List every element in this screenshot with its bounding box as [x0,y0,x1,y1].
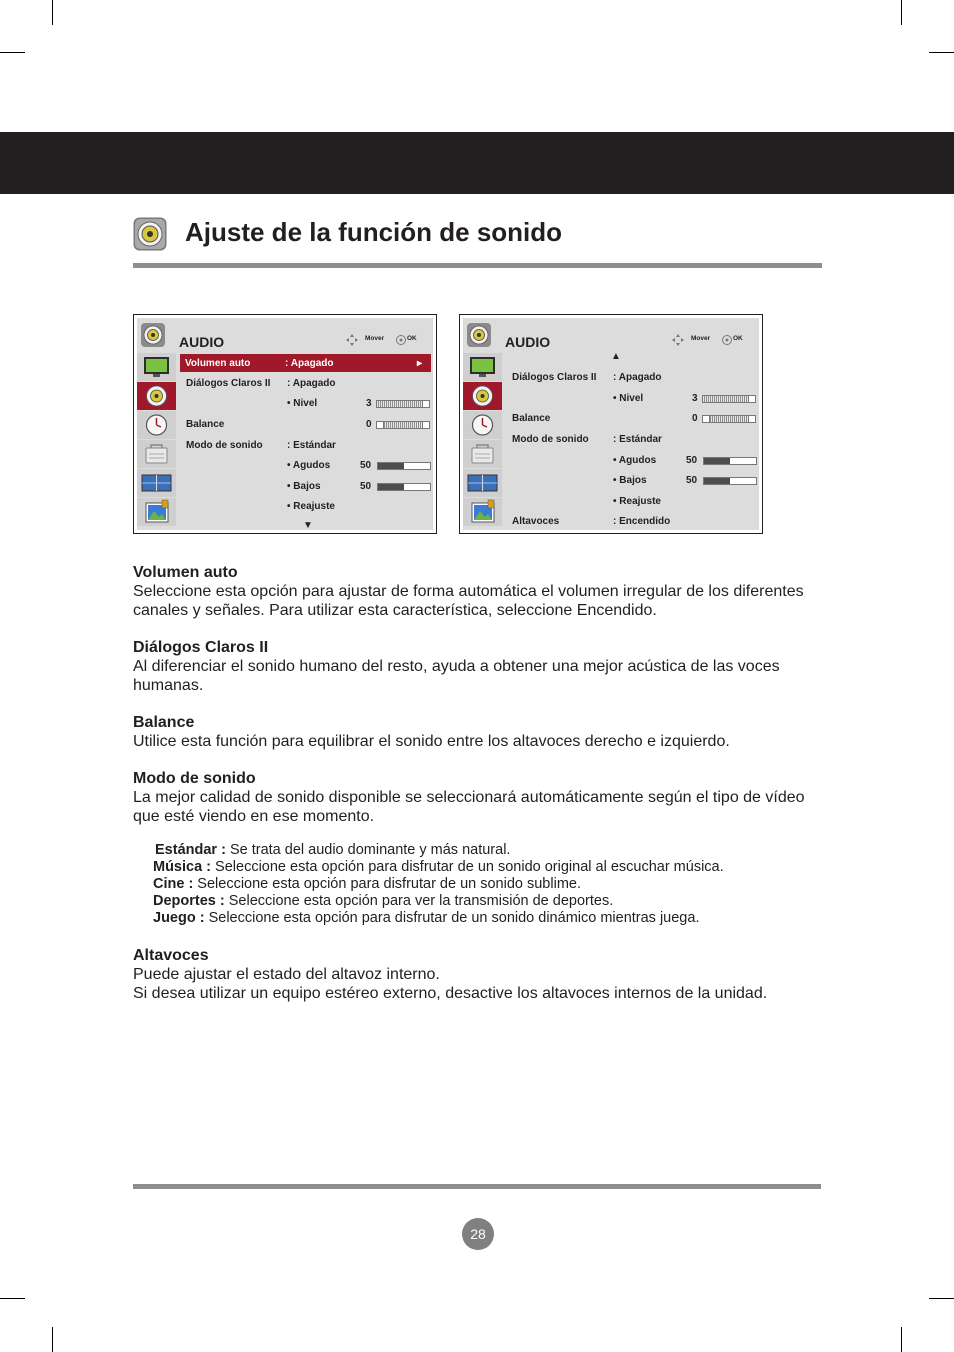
move-arrows-icon [346,334,358,346]
section-heading: Modo de sonido [133,770,256,787]
sidebar-item-photo[interactable] [137,498,176,526]
section-dialogos [133,638,833,695]
sidebar-item-picture[interactable] [137,353,176,381]
sidebar-item-time[interactable] [137,411,176,439]
category-sidebar [137,353,176,530]
audio-menu-screenshot-left [133,314,437,534]
sidebar-item-photo[interactable] [463,498,502,526]
section-heading: Altavoces [133,947,209,964]
mode-item: Juego : Seleccione esta opción para disfrutar de un sonido dinámico mientras juega. [153,910,700,926]
agudos-bar[interactable] [703,457,757,465]
balance-slider[interactable] [376,421,430,429]
nivel-slider[interactable] [376,400,430,408]
ok-button-icon [721,334,733,346]
section-balance [133,713,833,751]
mode-item: Estándar : Se trata del audio dominante y más natural. [155,842,511,858]
menu-item-balance[interactable]: Balance [186,419,225,430]
tv-screen-icon [463,353,502,381]
sidebar-item-lock[interactable] [137,440,176,468]
bajos-value: 50 [686,475,698,486]
section-text: Utilice esta función para equilibrar el sonido entre los altavoces derecho e izquierdo. [133,733,730,750]
agudos-value: 50 [360,460,372,471]
speaker-icon [141,323,165,347]
menu-title: AUDIO [505,334,551,350]
menu-item-dialogos[interactable]: Diálogos Claros II [186,378,271,389]
menu-item-balance[interactable]: Balance [512,413,551,424]
photo-icon [463,498,502,526]
menu-item-reajuste[interactable]: • Reajuste [287,501,335,512]
mode-item: Cine : Seleccione esta opción para disfrutar de un sonido sublime. [153,876,581,892]
ok-button-icon [395,334,407,346]
page-title: Ajuste de la función de sonido [185,217,563,247]
menu-item-reajuste[interactable]: • Reajuste [613,496,661,507]
menu-item-modo-sonido[interactable]: Modo de sonido [186,440,263,451]
section-volumen-auto [133,563,833,620]
nav-move-label: Mover [365,335,385,342]
speaker-icon [463,382,502,410]
bajos-bar[interactable] [703,477,757,485]
sidebar-item-option[interactable] [137,469,176,497]
picture-in-picture-icon [463,469,502,497]
dialogos-value: : Apagado [287,378,336,389]
section-text: La mejor calidad de sonido disponible se seleccionará automáticamente según el tipo de vídeo que esté viendo en ese momento. [133,789,805,825]
altavoces-value: : Encendido [613,516,671,527]
bajos-bar-fill [704,478,730,484]
sidebar-item-audio[interactable] [137,382,176,410]
section-heading: Balance [133,714,195,731]
mode-item: Deportes : Seleccione esta opción para ver la transmisión de deportes. [153,893,614,909]
crop-mark [901,1327,902,1352]
menu-item-nivel[interactable]: • Nivel [613,393,644,404]
picture-in-picture-icon [137,469,176,497]
sound-mode-list [153,842,833,927]
crop-mark [929,52,954,53]
agudos-bar-fill [378,463,404,469]
crop-mark [52,1327,53,1352]
sidebar-item-time[interactable] [463,411,502,439]
balance-value: 0 [692,413,698,424]
speaker-icon [137,382,176,410]
header-band [0,132,954,194]
menu-title: AUDIO [179,334,225,350]
volumen-auto-value: : Apagado [285,358,334,369]
speaker-icon [133,217,167,251]
speaker-icon [467,323,491,347]
nav-ok-label: OK [733,335,743,342]
menu-item-altavoces[interactable]: Altavoces [512,516,560,527]
section-text: Al diferenciar el sonido humano del resto, ayuda a obtener una mejor acústica de las voces humanas. [133,658,780,694]
modo-sonido-value: : Estándar [287,440,336,451]
bajos-bar-fill [378,484,404,490]
mode-item: Música : Seleccione esta opción para disfrutar de un sonido original al escuchar música. [153,859,724,875]
menu-item-agudos[interactable]: • Agudos [287,460,331,471]
menu-item-bajos[interactable]: • Bajos [613,475,647,486]
section-text: Puede ajustar el estado del altavoz interno. [133,966,440,983]
sidebar-item-lock[interactable] [463,440,502,468]
nivel-value: 3 [366,398,372,409]
bajos-value: 50 [360,481,372,492]
agudos-bar-fill [704,458,730,464]
bajos-bar[interactable] [377,483,431,491]
section-modo-sonido [133,769,833,826]
scroll-up-icon[interactable]: ▲ [611,351,621,362]
title-rule [133,263,822,268]
section-text: Seleccione esta opción para ajustar de forma automática el volumen irregular de los diferentes canales y señales. Para utilizar esta característica, seleccione Encendido. [133,583,804,619]
crop-mark [52,0,53,25]
page-number: 28 [462,1218,494,1250]
section-heading: Diálogos Claros II [133,639,269,656]
lock-icon [137,440,176,468]
crop-mark [0,52,25,53]
balance-value: 0 [366,419,372,430]
agudos-value: 50 [686,455,698,466]
crop-mark [901,0,902,25]
audio-menu-screenshot-right [459,314,763,534]
menu-item-nivel[interactable]: • Nivel [287,398,318,409]
clock-icon [463,411,502,439]
nivel-value: 3 [692,393,698,404]
section-altavoces [133,946,833,1003]
manual-body [133,563,833,1021]
footer-rule [133,1184,821,1189]
menu-item-volumen-auto[interactable]: Volumen auto [185,358,251,369]
section-heading: Volumen auto [133,564,238,581]
modo-sonido-value: : Estándar [613,434,662,445]
photo-icon [137,498,176,526]
tv-screen-icon [137,353,176,381]
menu-item-dialogos[interactable]: Diálogos Claros II [512,372,597,383]
section-text: Si desea utilizar un equipo estéreo externo, desactive los altavoces internos de la unidad. [133,985,768,1002]
menu-item-agudos[interactable]: • Agudos [613,455,657,466]
nav-ok-label: OK [407,335,417,342]
lock-icon [463,440,502,468]
scroll-down-icon[interactable]: ▼ [303,520,313,531]
dialogos-value: : Apagado [613,372,662,383]
menu-item-bajos[interactable]: • Bajos [287,481,321,492]
sidebar-item-audio[interactable] [463,382,502,410]
move-arrows-icon [672,334,684,346]
category-sidebar [463,353,502,530]
nivel-slider[interactable] [702,395,756,403]
sidebar-item-option[interactable] [463,469,502,497]
chevron-right-icon: ▸ [417,358,423,369]
sidebar-item-picture[interactable] [463,353,502,381]
balance-slider[interactable] [702,415,756,423]
agudos-bar[interactable] [377,462,431,470]
clock-icon [137,411,176,439]
menu-item-modo-sonido[interactable]: Modo de sonido [512,434,589,445]
crop-mark [0,1298,25,1299]
nav-move-label: Mover [691,335,711,342]
crop-mark [929,1298,954,1299]
